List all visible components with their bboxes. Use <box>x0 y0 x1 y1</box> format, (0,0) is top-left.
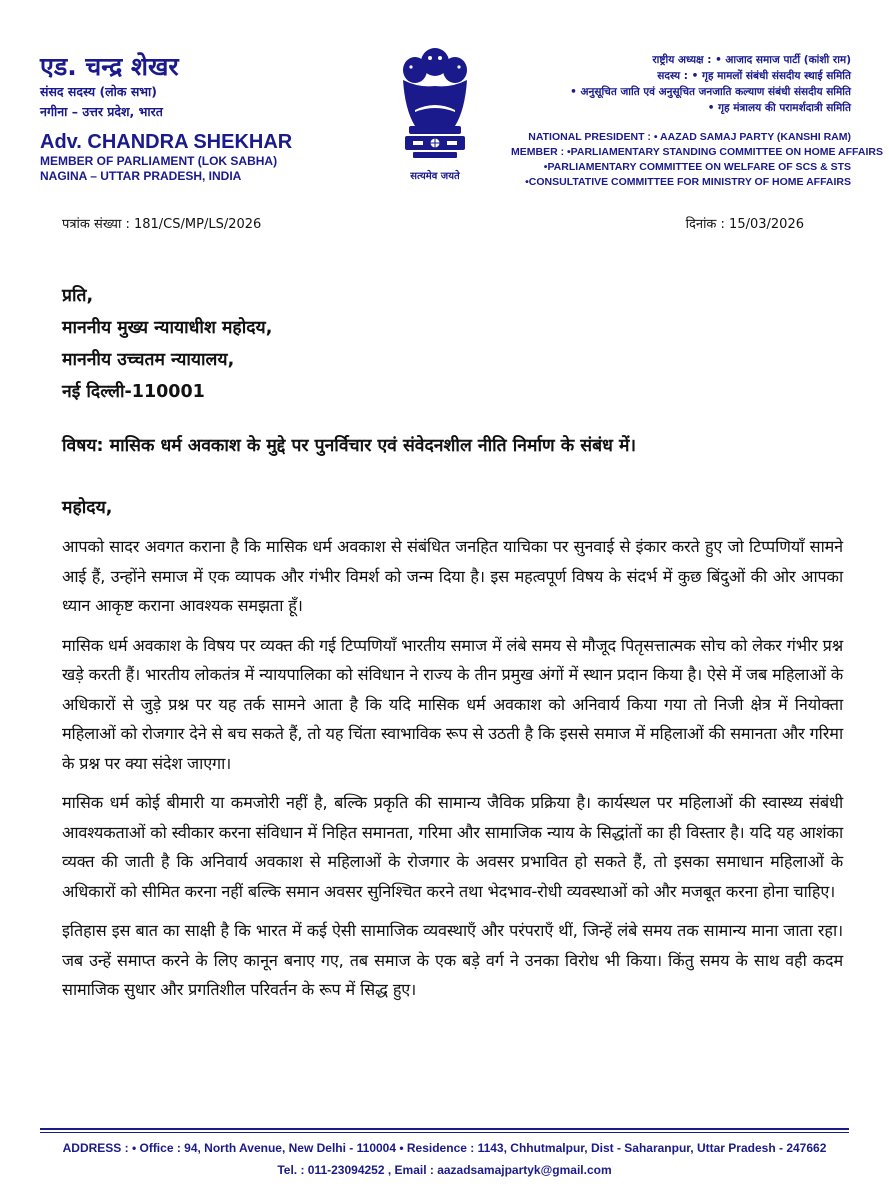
addressee-line-1: प्रति, <box>62 286 94 306</box>
paragraph-1: आपको सादर अवगत कराना है कि मासिक धर्म अवकाश से संबंधित जनहित याचिका पर सुनवाई से इंकार करते हुए जो टिप्पणियाँ सामने आई हैं, उन्होंने समाज में एक व्यापक और गंभीर विमर्श को जन्म दिया है। इस महत्वपूर्ण विषय के संदर्भ में कुछ बिंदुओं की ओर आपका ध्यान आकृष्ट कराना आवश्यक समझता हूँ। <box>62 537 843 615</box>
hindi-name: एड. चन्द्र शेखर <box>40 52 179 81</box>
footer-address: ADDRESS : • Office : 94, North Avenue, New Delhi - 110004 • Residence : 1143, Chhutmalpur, Dist - Saharanpur, Uttar Pradesh - 247662 <box>62 1141 827 1155</box>
footer-contact: Tel. : 011-23094252 , Email : aazadsamajpartyk@gmail.com <box>277 1163 612 1177</box>
right-hindi-line-3: • अनुसूचित जाति एवं अनुसूचित जनजाति कल्याण संबंधी संसदीय समिति <box>570 86 851 98</box>
right-english-line-3: •PARLIAMENTARY COMMITTEE ON WELFARE OF SCS & STS <box>543 161 851 173</box>
footer <box>40 1137 849 1181</box>
paragraph-2: मासिक धर्म अवकाश के विषय पर व्यक्त की गई टिप्पणियाँ भारतीय समाज में लंबे समय से मौजूद पितृसत्तात्मक सोच को लेकर गंभीर प्रश्न खड़े करती हैं। भारतीय लोकतंत्र में न्यायपालिका को संविधान ने राज्य के तीन प्रमुख अंगों में स्थान प्रदान किया है। ऐसे में जब महिलाओं के अधिकारों से जुड़े प्रश्न पर यह तर्क सामने आता है कि यदि मासिक धर्म अवकाश को अनिवार्य किया गया तो निजी क्षेत्र में नियोक्ता महिलाओं को रोजगार देने से बच सकते हैं, तो यह चिंता स्वाभाविक रूप से उठती है कि इससे समाज में महिलाओं की समानता और गरिमा के प्रश्न पर क्या संदेश जाएगा। <box>62 635 843 773</box>
hindi-title: संसद सदस्य (लोक सभा) <box>40 84 158 99</box>
letter-date: दिनांक : 15/03/2026 <box>685 217 804 232</box>
footer-rule <box>40 1128 849 1130</box>
emblem-motto: सत्यमेव जयते <box>410 171 460 182</box>
subject-line: विषय: मासिक धर्म अवकाश के मुद्दे पर पुनर्विचार एवं संवेदनशील नीति निर्माण के संबंध में। <box>62 436 637 456</box>
right-hindi-line-4: • गृह मंत्रालय की परामर्शदात्री समिति <box>707 102 851 114</box>
salutation: महोदय, <box>62 498 113 518</box>
addressee-line-2: माननीय मुख्य न्यायाधीश महोदय, <box>62 318 273 338</box>
addressee-line-3: माननीय उच्चतम न्यायालय, <box>62 350 235 370</box>
letterhead-right <box>511 52 883 190</box>
letter-number: पत्रांक संख्या : 181/CS/MP/LS/2026 <box>62 217 262 232</box>
reference-row <box>62 214 804 232</box>
english-place: NAGINA – UTTAR PRADESH, INDIA <box>40 169 242 183</box>
paragraph-3: मासिक धर्म कोई बीमारी या कमजोरी नहीं है, बल्कि प्रकृति की सामान्य जैविक प्रक्रिया है। कार्यस्थल पर महिलाओं की स्वास्थ्य संबंधी आवश्यकताओं को स्वीकार करना संविधान में निहित समानता, गरिमा और सामाजिक न्याय के सिद्धांतों का ही विस्तार है। यदि यह आशंका व्यक्त की जाती है कि अनिवार्य अवकाश से महिलाओं के रोजगार के अवसर प्रभावित हो सकते हैं, तो इसका समाधान महिलाओं के अधिकारों को सीमित करना नहीं बल्कि समान अवसर सुनिश्चित करने तथा भेदभाव-रोधी व्यवस्थाओं को और मजबूत करना होना चाहिए। <box>62 793 843 901</box>
right-english-line-2: MEMBER : •PARLIAMENTARY STANDING COMMITTEE ON HOME AFFAIRS <box>511 146 883 158</box>
english-title: MEMBER OF PARLIAMENT (LOK SABHA) <box>40 154 278 168</box>
right-hindi-line-2: सदस्य : • गृह मामलों संबंधी संसदीय स्थाई समिति <box>657 70 851 82</box>
english-name: Adv. CHANDRA SHEKHAR <box>40 131 293 153</box>
footer-rule-thin <box>40 1132 849 1133</box>
right-english-line-1: NATIONAL PRESIDENT : • AAZAD SAMAJ PARTY (KANSHI RAM) <box>528 131 851 143</box>
letterhead-left <box>40 52 370 184</box>
addressee-line-4: नई दिल्ली-110001 <box>62 382 205 402</box>
hindi-place: नगीना – उत्तर प्रदेश, भारत <box>40 104 163 119</box>
right-english-line-4: •CONSULTATIVE COMMITTEE FOR MINISTRY OF HOME AFFAIRS <box>525 176 851 188</box>
national-emblem-icon <box>385 40 485 180</box>
paragraph-4: इतिहास इस बात का साक्षी है कि भारत में कई ऐसी सामाजिक व्यवस्थाएँ और परंपराएँ थीं, जिन्हें लंबे समय तक सामान्य माना जाता रहा। जब उन्हें समाप्त करने के लिए कानून बनाए गए, तब समाज के एक बड़े वर्ग ने उनका विरोध भी किया। किंतु समय के साथ वही कदम सामाजिक सुधार और प्रगतिशील परिवर्तन के रूप में सिद्ध हुए। <box>62 921 843 999</box>
right-hindi-line-1: राष्ट्रीय अध्यक्ष : • आजाद समाज पार्टी (कांशी राम) <box>652 54 851 66</box>
letter-body <box>62 280 843 1005</box>
